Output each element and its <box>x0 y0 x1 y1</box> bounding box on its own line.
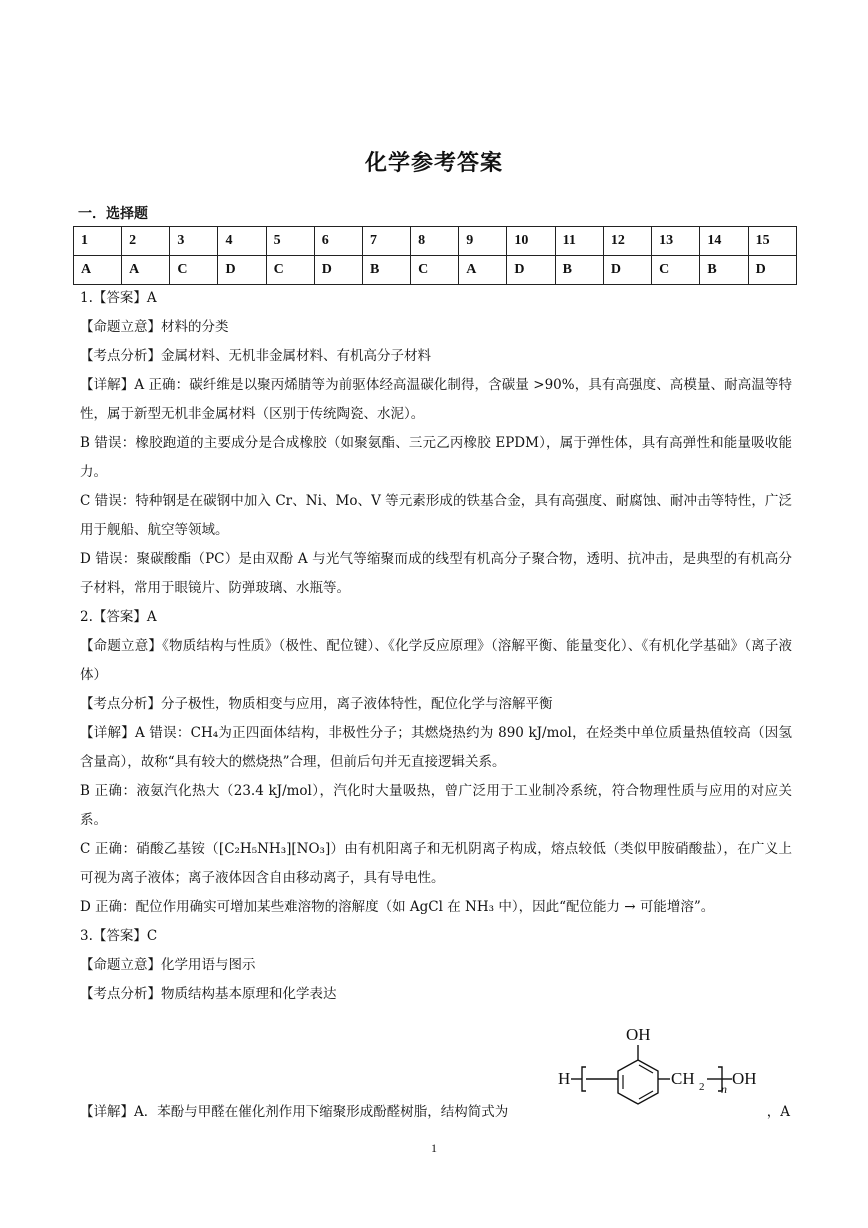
table-cell: D <box>314 256 362 285</box>
q2-detail-b: B 正确：液氨汽化热大（23.4 kJ/mol），汽化时大量吸热，曾广泛用于工业制冷系统，符合物理性质与应用的对应关系。 <box>80 783 792 828</box>
table-cell: B <box>555 256 603 285</box>
table-cell: C <box>652 256 700 285</box>
table-cell: 2 <box>122 227 170 256</box>
q1-answer: 1.【答案】A <box>80 290 157 306</box>
table-cell: D <box>748 256 796 285</box>
q2-intent: 【命题立意】《物质结构与性质》（极性、配位键）、《化学反应原理》（溶解平衡、能量变化）、《有机化学基础》（离子液体） <box>80 638 792 683</box>
q1-intent: 【命题立意】材料的分类 <box>80 319 229 335</box>
q2-detail-a: 【详解】A 错误：CH₄为正四面体结构，非极性分子；其燃烧热约为 890 kJ/mol，在烃类中单位质量热值较高（因氢含量高），故称“具有较大的燃烧热”合理，但前后句并无直接逻辑关系。 <box>80 725 792 770</box>
table-cell: B <box>362 256 410 285</box>
q1-detail-b: B 错误：橡胶跑道的主要成分是合成橡胶（如聚氨酯、三元乙丙橡胶 EPDM），属于弹性体，具有高弹性和能量吸收能力。 <box>80 435 792 480</box>
q2-analysis: 【考点分析】分子极性，物质相变与应用，离子液体特性，配位化学与溶解平衡 <box>80 696 553 712</box>
table-cell: B <box>700 256 748 285</box>
table-cell: A <box>459 256 507 285</box>
structure-oh-right: OH <box>732 1069 757 1088</box>
structure-ch2: CH <box>671 1069 695 1088</box>
phenol-formaldehyde-resin-structure <box>558 1023 794 1127</box>
table-cell: 13 <box>652 227 700 256</box>
q1-detail-a: 【详解】A 正确：碳纤维是以聚丙烯腈等为前驱体经高温碳化制得，含碳量 >90%，具有高强度、高模量、耐高温等特性，属于新型无机非金属材料（区别于传统陶瓷、水泥）。 <box>80 377 792 422</box>
double-bond-line <box>639 1091 653 1099</box>
table-cell: A <box>74 256 122 285</box>
q1-detail-d: D 错误：聚碳酸酯（PC）是由双酚 A 与光气等缩聚而成的线型有机高分子聚合物，透明、抗冲击，是典型的有机高分子材料，常用于眼镜片、防弹玻璃、水瓶等。 <box>80 551 792 596</box>
table-cell: D <box>218 256 266 285</box>
structure-h-left: H <box>558 1069 571 1088</box>
table-row-answers <box>74 256 797 285</box>
table-cell: 8 <box>411 227 459 256</box>
table-cell: 12 <box>603 227 651 256</box>
structure-subscript-2: 2 <box>699 1081 705 1093</box>
q3-detail-a: 【详解】A．苯酚与甲醛在催化剂作用下缩聚形成酚醛树脂，结构简式为 <box>80 1104 509 1120</box>
q3-analysis: 【考点分析】物质结构基本原理和化学表达 <box>80 986 337 1002</box>
table-cell: 4 <box>218 227 266 256</box>
answer-table <box>73 226 797 285</box>
table-cell: C <box>170 256 218 285</box>
table-cell: A <box>122 256 170 285</box>
table-cell: C <box>266 256 314 285</box>
table-cell: 10 <box>507 227 555 256</box>
q1-detail-c: C 错误：特种钢是在碳钢中加入 Cr、Ni、Mo、V 等元素形成的铁基合金，具有高强度、耐腐蚀、耐冲击等特性，广泛用于舰船、航空等领域。 <box>80 493 792 538</box>
table-cell: 5 <box>266 227 314 256</box>
section-heading-choice: 一．选择题 <box>78 206 148 222</box>
table-cell: 15 <box>748 227 796 256</box>
table-cell: 3 <box>170 227 218 256</box>
q2-answer: 2.【答案】A <box>80 609 157 625</box>
benzene-ring <box>618 1060 658 1104</box>
double-bond-line <box>639 1065 653 1073</box>
table-cell: 1 <box>74 227 122 256</box>
q1-analysis: 【考点分析】金属材料、无机非金属材料、有机高分子材料 <box>80 348 431 364</box>
table-cell: D <box>603 256 651 285</box>
table-cell: D <box>507 256 555 285</box>
structure-oh-top: OH <box>626 1025 651 1044</box>
q3-detail-a-tail: ，A <box>766 1104 790 1120</box>
table-cell: C <box>411 256 459 285</box>
structure-subscript-n: n <box>721 1082 727 1096</box>
q3-answer: 3.【答案】C <box>80 928 158 944</box>
q2-detail-c: C 正确：硝酸乙基铵（[C₂H₅NH₃][NO₃]）由有机阳离子和无机阴离子构成，熔点较低（类似甲胺硝酸盐），在广义上可视为离子液体；离子液体因含自由移动离子，具有导电性。 <box>80 841 792 886</box>
page-title: 化学参考答案 <box>364 151 503 176</box>
table-cell: 9 <box>459 227 507 256</box>
table-cell: 7 <box>362 227 410 256</box>
q3-detail-a-row <box>80 1009 792 1131</box>
bracket-left <box>582 1067 586 1091</box>
table-cell: 6 <box>314 227 362 256</box>
table-cell: 11 <box>555 227 603 256</box>
q2-detail-d: D 正确：配位作用确实可增加某些难溶物的溶解度（如 AgCl 在 NH₃ 中），因此“配位能力 → 可能增溶”。 <box>80 899 715 915</box>
table-cell: 14 <box>700 227 748 256</box>
table-row-numbers <box>74 227 797 256</box>
page-number: 1 <box>431 1141 437 1155</box>
q3-intent: 【命题立意】化学用语与图示 <box>80 957 256 973</box>
answer-explanations <box>80 284 792 1131</box>
